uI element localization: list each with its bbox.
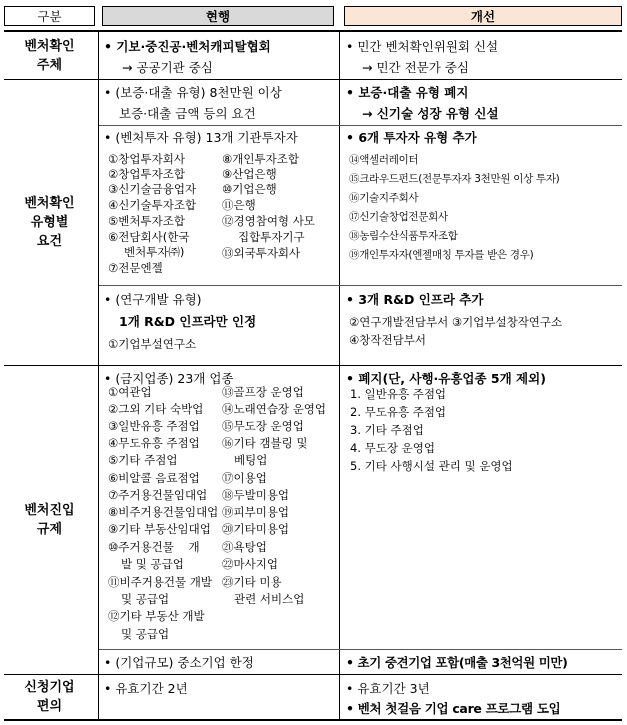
improved-text: • 보증·대출 유형 폐지 [346,85,469,100]
list-item: ⑯기술지주회사 [349,192,419,204]
list-item: ⑫경영참여형 사모 [222,214,315,228]
list-item: 1. 일반유흥 주점업 [350,387,447,401]
list-item: ⑥전담회사(한국 [108,230,190,244]
list-item: 관련 서비스업 [234,592,305,606]
list-item: 2. 무도유흥 주점업 [350,405,447,419]
header-current: 현행 [102,6,334,26]
list-item: ⑪비주거용건물 개발 [108,575,213,589]
list-item: 발 및 공급업 [121,557,184,571]
list-item: ⑨산업은행 [222,167,277,181]
list-item: ⑤벤처투자조합 [108,214,185,228]
list-item: ③신기술금융업자 [108,182,197,196]
list-item: ⑦주거용건물임대업 [108,488,208,502]
list-item: ⑨기타 부동산임대업 [108,522,211,536]
list-item: ④무도유흥 주점업 [108,436,200,450]
list-item: ⑰신기술창업전문회사 [349,211,448,223]
list-item: ㉓기타 미용 [222,575,282,589]
list-item: ⑫기타 부동산 개발 [108,609,205,623]
list-item: ⑯기타 갬블링 및 [222,436,308,450]
list-item: ⑬외국투자회사 [222,246,301,260]
list-item: ⑧개인투자조합 [222,152,299,166]
list-item: 베팅업 [234,453,268,467]
list-item: ③일반유흥 주점업 [108,419,200,433]
current-text: 1개 R&D 인프라만 인정 [119,314,257,329]
list-item: ⑭액셀러레이터 [349,154,419,166]
list-item: ㉑욕탕업 [222,540,267,554]
current-text: • (벤처투자 유형) 13개 기관투자자 [104,130,298,145]
list-item: ㉒마사지업 [222,557,278,571]
header-improved: 개선 [344,6,622,26]
list-item: 5. 기타 사행시설 관리 및 운영업 [350,459,513,473]
list-item: 3. 기타 주점업 [350,423,424,437]
current-text: • (보증·대출 유형) 8천만원 이상 [104,85,282,100]
current-text: • (연구개발 유형) [104,292,202,307]
list-item: ⑬골프장 운영업 [222,385,304,399]
list-item: ②연구개발전담부서 ③기업부설창작연구소 [349,315,563,329]
list-item: ⑰이용업 [222,471,267,485]
table-top-border [4,30,622,32]
sub-divider-1 [99,125,622,126]
sub-divider-3 [99,649,622,650]
improved-text: • 폐지(단, 사행·유흥업종 5개 제외) [346,371,546,386]
improved-text: • 초기 중견기업 포함(매출 3천억원 미만) [346,655,568,670]
list-item: ①창업투자회사 [108,152,185,166]
list-item: 벤처투자㈜) [124,245,185,259]
category-cell: 신청기업 편의 [24,680,75,714]
list-item: ⑮크라우드펀드(전문투자자 3천만원 이상 투자) [349,173,560,185]
list-item: ⑳기타미용업 [222,522,290,536]
current-text: • 유효기간 2년 [104,681,188,696]
current-text: → 공공기관 중심 [122,60,213,75]
list-item: ⑥비알콜 음료점업 [108,471,200,485]
list-item: ⑭노래연습장 운영업 [222,402,327,416]
improved-text: • 유효기간 3년 [346,681,430,696]
list-item: ⑱농림수산식품투자조합 [349,230,458,242]
list-item: ⑧비주거용건물임대업 [108,505,219,519]
improved-text: → 신기술 성장 유형 신설 [362,106,499,121]
list-item: ⑪은행 [222,198,256,212]
list-item: ②창업투자조합 [108,167,185,181]
category-cell: 벤처확인 주체 [24,38,75,73]
list-item: ①기업부설연구소 [108,337,197,351]
list-item: 집합투자기구 [238,230,305,244]
list-item: ①여관업 [108,385,152,399]
list-item: 및 공급업 [121,627,170,641]
list-item: ⑩주거용건물 개 [108,540,200,554]
list-item: ⑮무도장 운영업 [222,419,304,433]
current-text: • 기보·중진공·벤처캐피탈협회 [104,39,271,54]
column-divider-1 [98,30,99,721]
list-item: ⑲피부미용업 [222,505,290,519]
improved-text: → 민간 전문가 중심 [362,60,469,75]
improved-text: • 6개 투자자 유형 추가 [346,130,477,145]
improved-text: • 벤처 첫걸음 기업 care 프로그램 도입 [346,701,561,716]
list-item: 4. 무도장 운영업 [350,441,435,455]
row-divider-2 [4,365,622,366]
current-text: • (금지업종) 23개 업종 [104,371,234,386]
improved-text: • 민간 벤처확인위원회 신설 [346,39,499,54]
current-text: 보증·대출 금액 등의 요건 [119,106,256,121]
header-category: 구분 [4,6,95,26]
list-item: ④신기술투자조합 [108,198,197,212]
improved-text: • 3개 R&D 인프라 추가 [346,292,484,307]
list-item: ④창작전담부서 [349,333,426,347]
list-item: ⑤기타 주점업 [108,453,178,467]
category-cell: 벤처진입 규제 [24,503,75,537]
category-cell: 벤처확인 유형별 요건 [24,196,75,249]
column-divider-2 [339,30,340,721]
list-item: ②그외 기타 숙박업 [108,402,204,416]
list-item: ⑲개인투자자(엔젤매칭 투자를 받은 경우) [349,249,534,261]
list-item: ⑱두발미용업 [222,488,290,502]
list-item: ⑩기업은행 [222,182,277,196]
row-divider-1 [4,79,622,80]
row-divider-3 [4,674,622,675]
sub-divider-2 [99,285,622,286]
table-bottom-border [4,719,622,721]
list-item: ⑦전문엔젤 [108,261,163,275]
current-text: • (기업규모) 중소기업 한정 [104,655,254,670]
list-item: 및 공급업 [121,592,170,606]
